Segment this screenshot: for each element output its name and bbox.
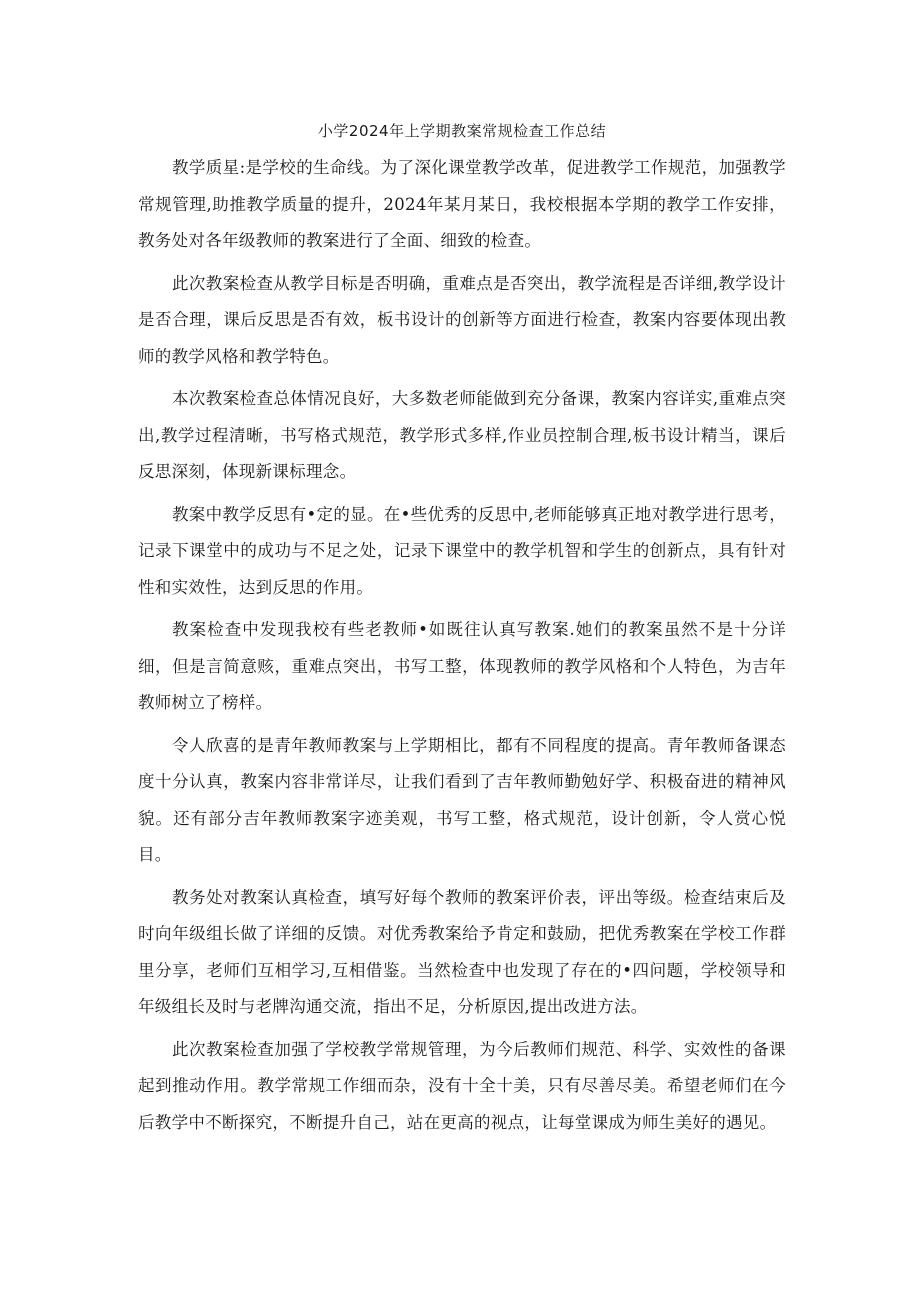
paragraph-conclusion: 此次教案检查加强了学校教学常规管理，为今后教师们规范、科学、实效性的备课起到推动作用。教学常规工作细而杂，没有十全十美，只有尽善尽美。希望老师们在今后教学中不断探究，不断提升自己，站在更高的视点，让每堂课成为师生美好的遇见。 [138,1039,786,1132]
paragraph-feedback: 教务处对教案认真检查，填写好每个教师的教案评价表，评出等级。检查结束后及时向年级组长做了详细的反馈。对优秀教案给予肯定和鼓励，把优秀教案在学校工作群里分享，老师们互相学习,互相借鉴。当然检查中也发现了存在的•四问题，学校领导和年级组长及时与老牌沟通交流，指出不足，分析原因,提出改进方法。 [138,887,786,1016]
paragraph-scope: 此次教案检查从教学目标是否明确，重难点是否突出，教学流程是否详细,教学设计是否合理，课后反思是否有效，板书设计的创新等方面进行检查，教案内容要体现出教师的教学风格和教学特色。 [138,273,786,366]
paragraph-overall: 本次教案检查总体情况良好，大多数老师能做到充分备课，教案内容详实,重难点突出,教学过程清晰，书写格式规范，教学形式多样,作业员控制合理,板书设计精当，课后反思深刻，体现新课标理念。 [138,389,786,481]
paragraph-senior-teachers: 教案检查中发现我校有些老教师•如既往认真写教案.她们的教案虽然不是十分详细，但是言简意赅，重难点突出，书写工整，体现教师的教学风格和个人特色，为吉年教师树立了榜样。 [138,620,786,712]
paragraph-intro: 教学质星:是学校的生命线。为了深化课堂教学改革，促进教学工作规范，加强教学常规管理,助推教学质量的提升，2024年某月某日，我校根据本学期的教学工作安排，教务处对各年级教师的教案进行了全面、细致的检查。 [138,158,786,250]
paragraph-young-teachers: 令人欣喜的是青年教师教案与上学期相比，都有不同程度的提高。青年教师备课态度十分认真，教案内容非常详尽，让我们看到了吉年教师勤勉好学、积极奋进的精神风貌。还有部分吉年教师教案字迹美观，书写工整，格式规范，设计创新，令人赏心悦目。 [138,735,786,864]
document-body [138,108,786,1147]
document-title: 小学2024年上学期教案常规检查工作总结 [317,122,607,140]
paragraph-reflection: 教案中教学反思有•定的显。在•些优秀的反思中,老师能够真正地对教学进行思考，记录下课堂中的成功与不足之处，记录下课堂中的教学机智和学生的创新点，具有针对性和实效性，达到反思的作用。 [138,504,786,597]
